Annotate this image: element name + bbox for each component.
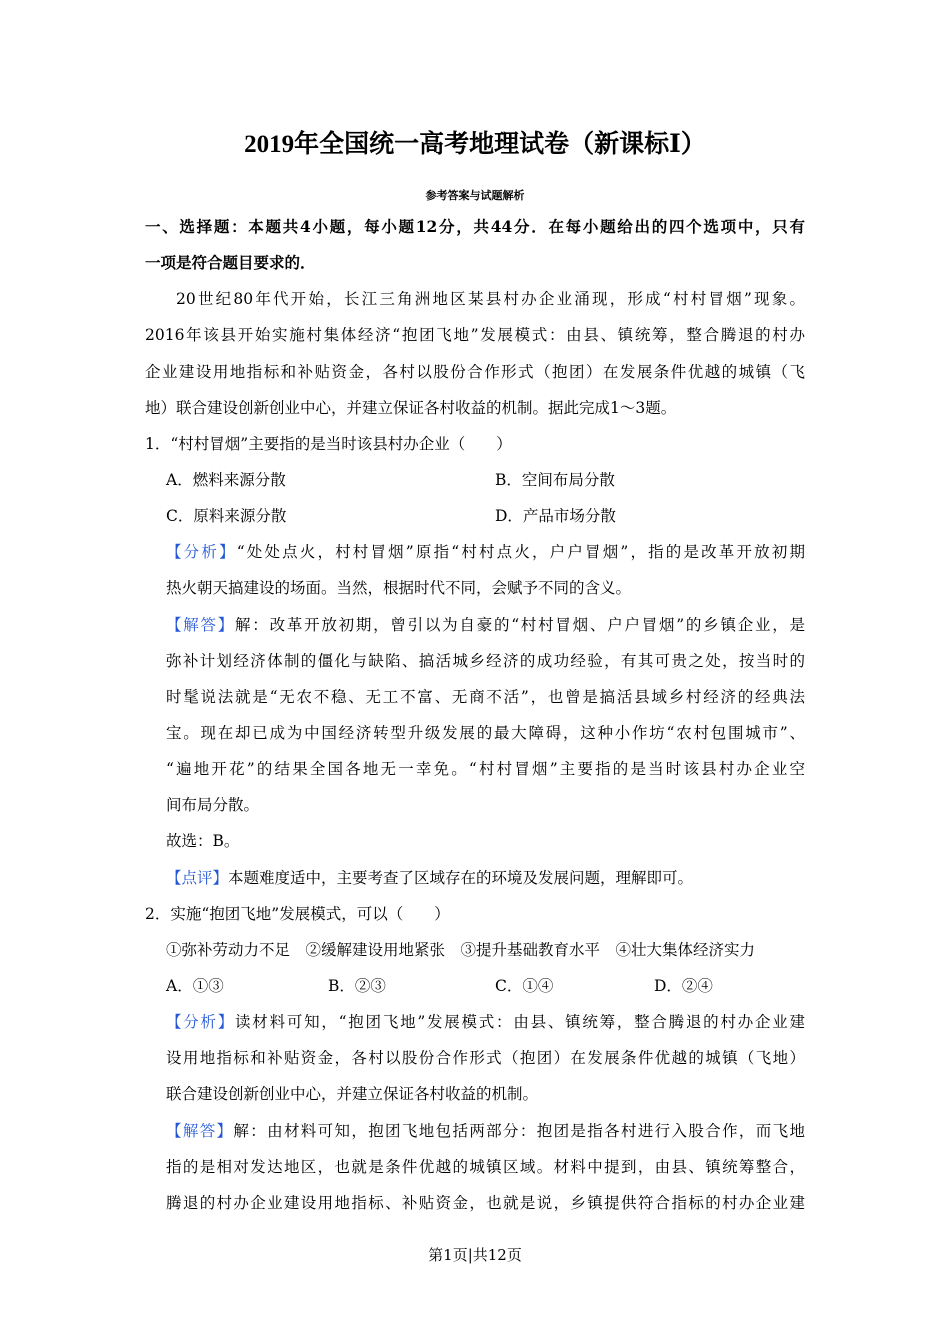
option-b: B．空间布局分散 [495, 470, 615, 489]
section-heading: 一项是符合题目要求的． [145, 253, 316, 273]
material-paragraph: 企业建设用地指标和补贴资金，各村以股份合作形式（抱团）在发展条件优越的城镇（飞 [145, 362, 805, 381]
material-paragraph: 20世纪80年代开始，长江三角洲地区某县村办企业涌现，形成“村村冒烟”现象。 [176, 290, 805, 309]
q1-answer: 宝。现在却已成为中国经济转型升级发展的最大障碍，这种小作坊“农村包围城市”、 [166, 723, 805, 742]
q1-answer: 间布局分散。 [166, 796, 260, 815]
page-footer: 第1页|共12页 [428, 1246, 522, 1264]
section-heading: 一、选择题：本题共4小题，每小题12分，共44分．在每小题给出的四个选项中，只有 [145, 217, 805, 236]
answer-label: 【解答】 [166, 615, 236, 634]
document-body [145, 209, 805, 1221]
q1-choice: 故选：B。 [166, 832, 240, 851]
q2-answer: 腾退的村办企业建设用地指标、补贴资金，也就是说，乡镇提供符合指标的村办企业建 [166, 1193, 805, 1212]
q1-analysis: 热火朝天搞建设的场面。当然，根据时代不同，会赋予不同的含义。 [166, 579, 632, 598]
q1-analysis: 【分析】“处处点火，村村冒烟”原指“村村点火，户户冒烟”，指的是改革开放初期 [166, 543, 805, 562]
q1-answer: 弥补计划经济体制的僵化与缺陷、搞活城乡经济的成功经验，有其可贵之处，按当时的 [166, 651, 805, 670]
material-paragraph: 2016年该县开始实施村集体经济“抱团飞地”发展模式：由县、镇统筹，整合腾退的村办 [145, 326, 805, 345]
comment-label: 【点评】 [166, 868, 229, 887]
analysis-label: 【分析】 [166, 543, 237, 562]
q1-answer: 【解答】解：改革开放初期，曾引以为自豪的“村村冒烟、户户冒烟”的乡镇企业，是 [166, 615, 805, 634]
option-c: C．①④ [495, 976, 554, 995]
option-c: C．原料来源分散 [166, 507, 287, 526]
question-1-options [145, 498, 805, 534]
option-d: D．②④ [654, 976, 713, 995]
answer-label: 【解答】 [166, 1121, 234, 1140]
q1-comment: 【点评】本题难度适中，主要考查了区域存在的环境及发展问题，理解即可。 [166, 868, 694, 887]
q1-answer: 时髦说法就是“无农不稳、无工不富、无商不活”，也曾是搞活县域乡村经济的经典法 [166, 687, 805, 706]
q2-analysis: 设用地指标和补贴资金，各村以股份合作形式（抱团）在发展条件优越的城镇（飞地） [166, 1049, 805, 1068]
question-2-items: ①弥补劳动力不足 ②缓解建设用地紧张 ③提升基础教育水平 ④壮大集体经济实力 [166, 940, 756, 959]
analysis-label: 【分析】 [166, 1013, 236, 1032]
question-1-options [145, 462, 805, 498]
question-2-options [145, 968, 805, 1004]
document-title: 2019年全国统一高考地理试卷（新课标Ⅰ） [244, 131, 706, 158]
q2-analysis: 【分析】读材料可知，“抱团飞地”发展模式：由县、镇统筹，整合腾退的村办企业建 [166, 1013, 805, 1032]
q2-answer: 指的是相对发达地区，也就是条件优越的城镇区域。材料中提到，由县、镇统筹整合， [166, 1157, 805, 1176]
option-b: B．②③ [328, 976, 386, 995]
option-a: A．①③ [166, 976, 224, 995]
question-2-stem: 2．实施“抱团飞地”发展模式，可以（ ） [145, 904, 450, 923]
question-1-stem: 1．“村村冒烟”主要指的是当时该县村办企业（ ） [145, 434, 512, 453]
option-d: D．产品市场分散 [495, 507, 616, 526]
q1-answer: “遍地开花”的结果全国各地无一幸免。“村村冒烟”主要指的是当时该县村办企业空 [166, 760, 805, 779]
q2-analysis: 联合建设创新创业中心，并建立保证各村收益的机制。 [166, 1085, 539, 1104]
option-a: A．燃料来源分散 [166, 470, 286, 489]
material-paragraph: 地）联合建设创新创业中心，并建立保证各村收益的机制。据此完成1～3题。 [145, 398, 677, 417]
document-subtitle: 参考答案与试题解析 [425, 189, 525, 202]
q2-answer: 【解答】解：由材料可知，抱团飞地包括两部分：抱团是指各村进行入股合作，而飞地 [166, 1121, 805, 1140]
